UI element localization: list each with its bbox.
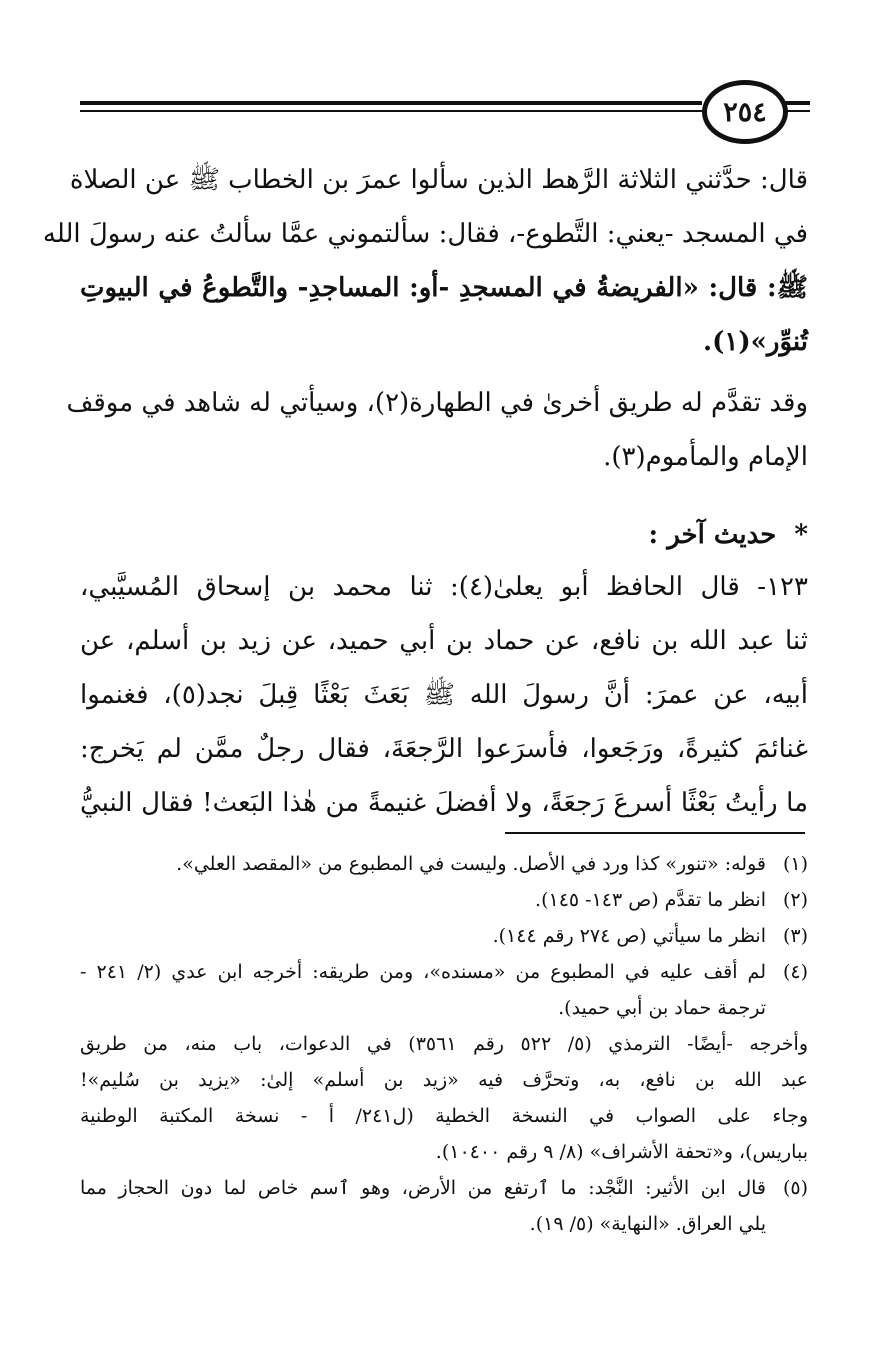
page-header (80, 80, 810, 140)
header-rule-thick (80, 101, 702, 105)
footnote-5 (80, 1170, 808, 1242)
text-line: ما رأيتُ بَعْثًا أسرعَ رَجعَةً، ولا أفضلَ غنيمةً من هٰذا البَعث! فقال النبيُّ (80, 788, 808, 818)
text-line: غنائمَ كثيرةً، ورَجَعوا، فأسرَعوا الرَّجعَةَ، فقال رجلٌ ممَّن لم يَخرج: (80, 734, 808, 764)
paragraph-2 (66, 376, 808, 484)
text-line: أبيه، عن عمرَ: أنَّ رسولَ الله ﷺ بَعَثَ بَعْثًا قِبلَ نجد(٥)، فغنموا (80, 680, 808, 710)
footnote-number: (٢) (782, 889, 808, 911)
paragraph-1 (42, 153, 808, 369)
footnote-number: (٥) (782, 1177, 808, 1199)
text-line: ثنا عبد الله بن نافع، عن حماد بن أبي حميد، عن زيد بن أسلم، عن (80, 626, 808, 656)
footnote-separator (505, 832, 805, 834)
paragraph-3 (80, 560, 808, 830)
footnote-2 (80, 882, 808, 918)
footnote-text: ترجمة حماد بن أبي حميد). (558, 997, 766, 1019)
footnote-1 (80, 846, 808, 882)
header-rule-thick-right (784, 101, 810, 105)
text-line: الإمام والمأموم(٣). (603, 442, 808, 472)
footnote-text: قوله: «تنور» كذا ورد في الأصل. وليست في المطبوع من «المقصد العلي». (176, 853, 766, 875)
text-line: تُنوِّر»(١). (703, 327, 808, 357)
star-icon: * (794, 520, 808, 550)
footnote-continuation-line: وجاء على الصواب في النسخة الخطية (ل٢٤١/ أ - نسخة المكتبة الوطنية (80, 1105, 809, 1127)
footnotes (80, 846, 808, 1242)
footnote-text: قال ابن الأثير: النَّجْد: ما ٱرتفع من الأرض، وهو ٱسم خاص لما دون الحجاز مما (80, 1177, 766, 1199)
footnote-4 (80, 954, 808, 1026)
footnote-3 (80, 918, 808, 954)
footnote-continuation-line: عبد الله بن نافع، به، وتحرَّف فيه «زيد بن أسلم» إلىٰ: «يزيد بن سُليم»! (80, 1069, 808, 1091)
footnote-continuation-line: وأخرجه -أيضًا- الترمذي (٥/ ٥٢٢ رقم ٣٥٦١) في الدعوات، باب منه، من طريق (80, 1033, 808, 1055)
section-title: حديث آخر : (648, 520, 777, 550)
footnote-number: (٣) (782, 925, 808, 947)
footnote-continuation-line: بباريس)، و«تحفة الأشراف» (٨/ ٩ رقم ١٠٤٠٠). (435, 1141, 808, 1163)
footnote-text: لم أقف عليه في المطبوع من «مسنده»، ومن طريقه: أخرجه ابن عدي (٢/ ٢٤١ - (80, 961, 766, 983)
footnote-text: يلي العراق. «النهاية» (٥/ ١٩). (529, 1213, 766, 1235)
footnote-number: (٤) (782, 961, 808, 983)
text-line: ١٢٣- قال الحافظ أبو يعلىٰ(٤): ثنا محمد بن إسحاق المُسيَّبي، (80, 572, 808, 602)
text-line: ﷺ: قال: «الفريضةُ في المسجدِ -أو: المساجدِ- والتَّطوعُ في البيوتِ (80, 273, 808, 303)
text-line: قال: حدَّثني الثلاثة الرَّهط الذين سألوا عمرَ بن الخطاب ﷺ عن الصلاة (69, 165, 808, 195)
footnote-text: انظر ما تقدَّم (ص ١٤٣- ١٤٥). (535, 889, 766, 911)
footnote-text: انظر ما سيأتي (ص ٢٧٤ رقم ١٤٤). (492, 925, 766, 947)
footnote-number: (١) (782, 853, 808, 875)
header-rule-thin (80, 110, 702, 112)
text-line: في المسجد -يعني: التَّطوع-، فقال: سألتموني عمَّا سألتُ عنه رسولَ الله (42, 219, 808, 249)
text-line: وقد تقدَّم له طريق أخرىٰ في الطهارة(٢)، وسيأتي له شاهد في موقف (66, 388, 808, 418)
section-heading (80, 508, 808, 562)
page-number: ٢٥٤ (702, 80, 788, 144)
